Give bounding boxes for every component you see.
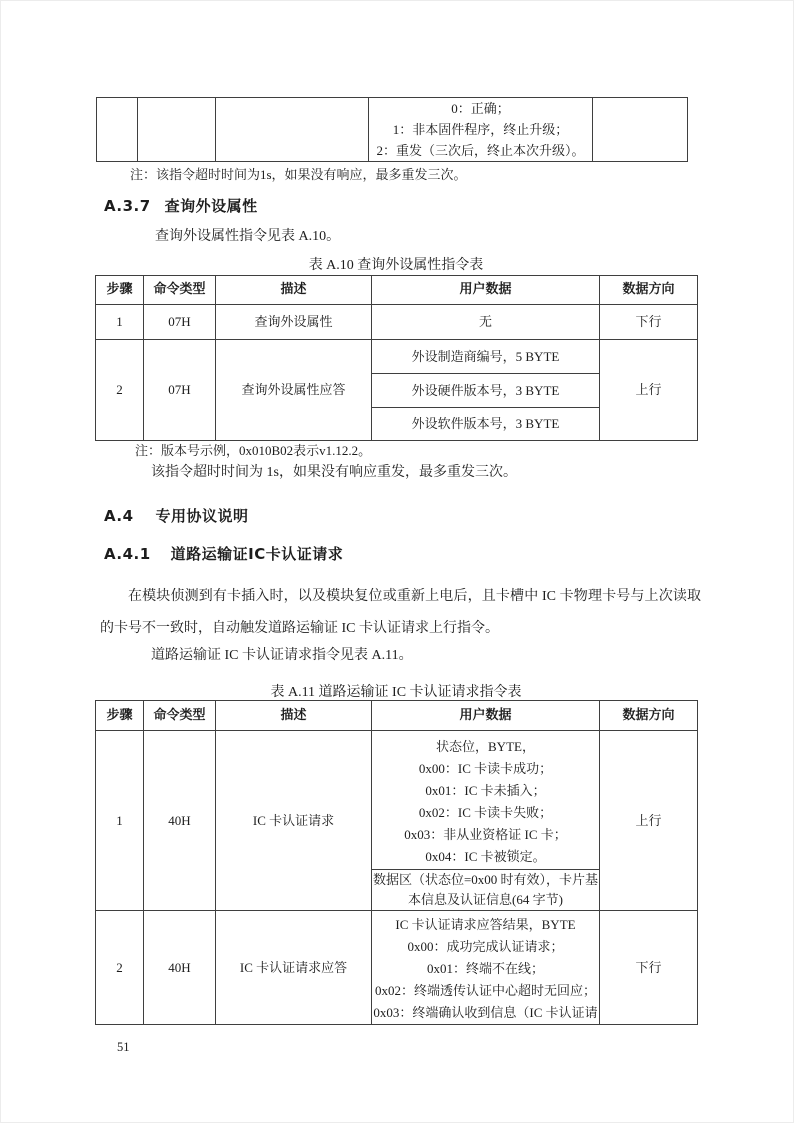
- command-cell: 40H: [144, 731, 216, 911]
- cell-line: 0x03：非从业资格证 IC 卡；: [404, 827, 567, 842]
- table-a10-caption: 表 A.10 查询外设属性指令表: [308, 258, 484, 273]
- command-cell: 40H: [144, 911, 216, 1025]
- carryover-table-fragment: [96, 97, 688, 162]
- command-cell: 07H: [144, 305, 216, 340]
- col-header-description: 描述: [216, 276, 372, 305]
- table-a11: [95, 700, 698, 1025]
- table-note: 注：版本号示例，0x010B02表示v1.12.2。: [135, 443, 372, 458]
- direction-cell: 上行: [600, 340, 698, 441]
- section-number: A.4.1: [104, 545, 151, 563]
- direction-cell: 上行: [600, 731, 698, 911]
- table-row: [96, 731, 698, 870]
- section-title: 查询外设属性: [164, 197, 258, 215]
- cell-line: 1：非本固件程序，终止升级；: [392, 122, 569, 137]
- user-data-subcell: 外设制造商编号，5 BYTE: [372, 340, 600, 374]
- col-header-command: 命令类型: [144, 276, 216, 305]
- col-header-userdata: 用户数据: [372, 276, 600, 305]
- cell-line: 0x02：终端透传认证中心超时无回应；: [374, 983, 596, 998]
- table-row: [96, 340, 698, 374]
- table-a11-caption: 表 A.11 道路运输证 IC 卡认证请求指令表: [270, 685, 522, 700]
- section-heading-a37: [104, 195, 258, 216]
- section-title: 道路运输证IC卡认证请求: [170, 545, 344, 563]
- cell-line: 0x00：IC 卡读卡成功；: [418, 761, 553, 776]
- cell-line: 0：正确；: [451, 101, 510, 116]
- user-data-cell: [369, 98, 593, 162]
- table-row: [96, 305, 698, 340]
- col-header-userdata: 用户数据: [372, 701, 600, 731]
- section-heading-a4: [104, 505, 249, 526]
- col-header-step: 步骤: [96, 276, 144, 305]
- description-cell: 查询外设属性应答: [216, 340, 372, 441]
- cell-line: 0x00：成功完成认证请求；: [407, 939, 564, 954]
- cell-line: 0x01：终端不在线；: [426, 961, 544, 976]
- col-header-description: 描述: [216, 701, 372, 731]
- table-header-row: [96, 276, 698, 305]
- paragraph-see-table-a10: 查询外设属性指令见表 A.10。: [155, 229, 341, 244]
- section-number: A.3.7: [104, 197, 151, 215]
- user-data-subcell: 外设软件版本号，3 BYTE: [372, 408, 600, 441]
- table-note: 注：该指令超时时间为1s，如果没有响应，最多重发三次。: [130, 167, 467, 182]
- cell-line: 0x03：终端确认收到信息（IC 卡认证请: [373, 1005, 598, 1020]
- user-data-cell: 无: [372, 305, 600, 340]
- cell-line: 0x02：IC 卡读卡失败；: [418, 805, 553, 820]
- description-cell: IC 卡认证请求: [216, 731, 372, 911]
- table-header-row: [96, 701, 698, 731]
- table-row: [97, 98, 688, 162]
- cell-line: IC 卡认证请求应答结果，BYTE: [395, 917, 576, 932]
- empty-cell: [593, 98, 688, 162]
- cell-line: 2：重发（三次后，终止本次升级）。: [376, 143, 585, 158]
- user-data-subcell: 外设硬件版本号，3 BYTE: [372, 374, 600, 408]
- section-heading-a41: [104, 543, 343, 564]
- cell-line: 0x01：IC 卡未插入；: [425, 783, 546, 798]
- empty-cell: [138, 98, 216, 162]
- user-data-dataarea-cell: 数据区（状态位=0x00 时有效），卡片基本信息及认证信息(64 字节): [372, 870, 600, 911]
- user-data-status-cell: [372, 731, 600, 870]
- description-cell: IC 卡认证请求应答: [216, 911, 372, 1025]
- section-title: 专用协议说明: [155, 507, 249, 525]
- user-data-result-cell: [372, 911, 600, 1025]
- section-number: A.4: [104, 507, 134, 525]
- table-row: [96, 911, 698, 1025]
- col-header-direction: 数据方向: [600, 276, 698, 305]
- direction-cell: 下行: [600, 911, 698, 1025]
- paragraph-a41-intro: 在模块侦测到有卡插入时，以及模块复位或重新上电后，且卡槽中 IC 卡物理卡号与上次读取的卡号不一致时，自动触发道路运输证 IC 卡认证请求上行指令。: [100, 589, 701, 636]
- step-cell: 1: [96, 305, 144, 340]
- cell-line: 状态位，BYTE，: [436, 739, 535, 754]
- description-cell: 查询外设属性: [216, 305, 372, 340]
- col-header-step: 步骤: [96, 701, 144, 731]
- table-a10: [95, 275, 698, 441]
- step-cell: 1: [96, 731, 144, 911]
- table-note-continued: 该指令超时时间为 1s，如果没有响应重发，最多重发三次。: [151, 465, 517, 480]
- step-cell: 2: [96, 911, 144, 1025]
- direction-cell: 下行: [600, 305, 698, 340]
- paragraph-see-table-a11: 道路运输证 IC 卡认证请求指令见表 A.11。: [151, 648, 413, 663]
- col-header-direction: 数据方向: [600, 701, 698, 731]
- command-cell: 07H: [144, 340, 216, 441]
- col-header-command: 命令类型: [144, 701, 216, 731]
- empty-cell: [97, 98, 138, 162]
- step-cell: 2: [96, 340, 144, 441]
- cell-line: 0x04：IC 卡被锁定。: [425, 849, 546, 864]
- page-number: 51: [117, 1040, 130, 1054]
- empty-cell: [216, 98, 369, 162]
